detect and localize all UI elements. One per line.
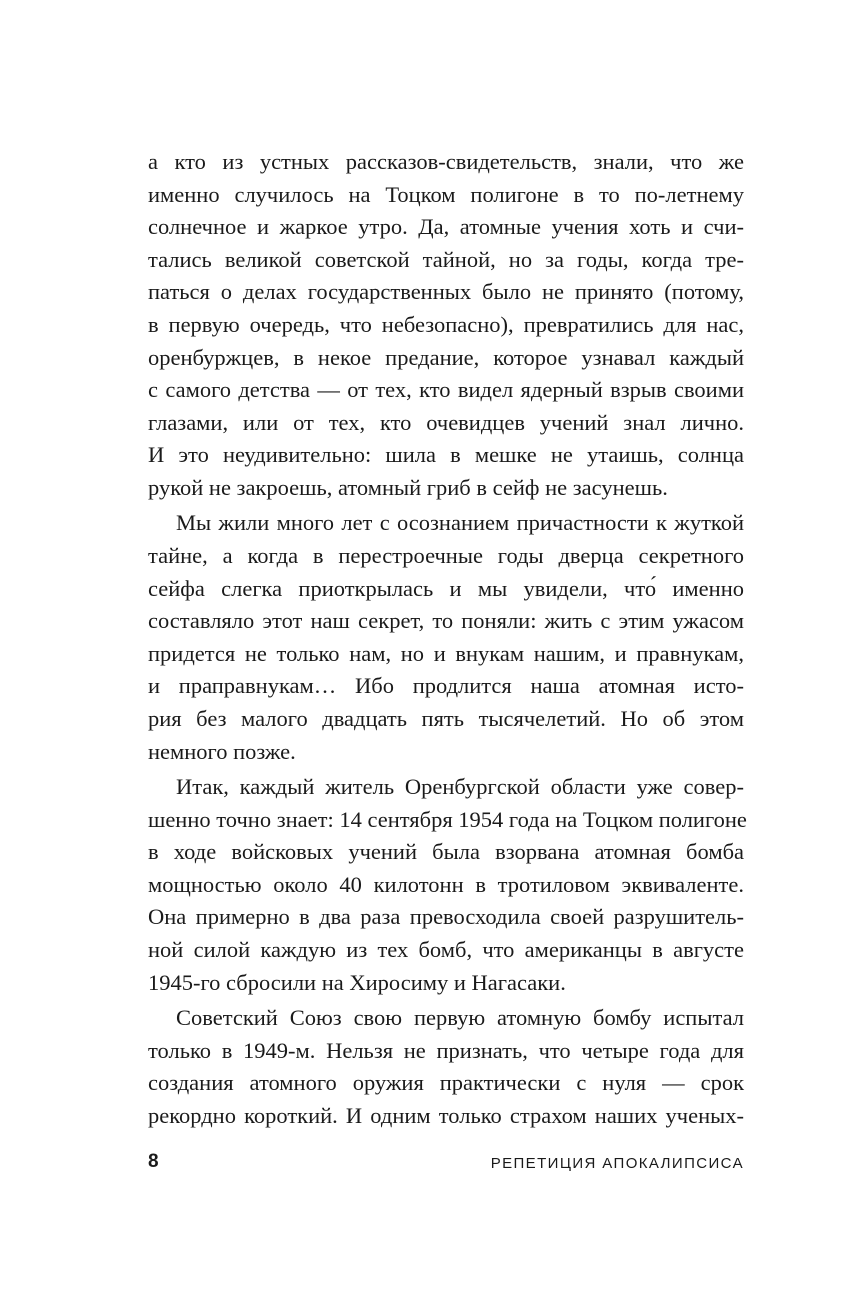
text-line: именно случилось на Тоцком полигоне в то по-летнему <box>148 181 744 207</box>
text-line: рия без малого двадцать пять тысячелетий. Но об этом <box>148 705 744 731</box>
text-line: Советский Союз свою первую атомную бомбу испытал <box>176 1005 744 1031</box>
text-line: тайне, а когда в перестроечные годы дверца секретного <box>148 543 744 569</box>
text-line: с самого детства — от тех, кто видел ядерный взрыв своими <box>148 377 744 403</box>
text-line: Итак, каждый житель Оренбургской области уже совер- <box>176 774 744 800</box>
running-title: РЕПЕТИЦИЯ АПОКАЛИПСИСА <box>490 1155 744 1172</box>
text-line: тались великой советской тайной, но за годы, когда тре- <box>148 246 744 272</box>
text-line: мощностью около 40 килотонн в тротиловом эквиваленте. <box>148 871 744 897</box>
paragraph-3 <box>148 771 747 999</box>
page-number: 8 <box>148 1151 159 1172</box>
text-line: Она примерно в два раза превосходила своей разрушитель- <box>148 904 744 930</box>
text-line: придется не только нам, но и внукам нашим, и правнукам, <box>148 640 744 666</box>
text-line: в ходе войсковых учений была взорвана атомная бомба <box>148 839 744 865</box>
text-line: создания атомного оружия практически с нуля — срок <box>148 1070 744 1096</box>
text-line: только в 1949-м. Нельзя не признать, что четыре года для <box>148 1037 744 1063</box>
paragraph-1 <box>148 146 744 505</box>
text-line: немного позже. <box>148 738 296 764</box>
text-line: Мы жили много лет с осознанием причастности к жуткой <box>176 510 744 536</box>
text-line: 1945-го сбросили на Хиросиму и Нагасаки. <box>148 969 566 995</box>
body-text <box>148 146 747 1132</box>
paragraph-2 <box>148 507 744 768</box>
text-line: ной силой каждую из тех бомб, что американцы в августе <box>148 937 744 963</box>
text-line: а кто из устных рассказов-свидетельств, знали, что же <box>148 149 744 174</box>
text-line: солнечное и жаркое утро. Да, атомные учения хоть и счи- <box>148 214 744 240</box>
text-line: оренбуржцев, в некое предание, которое узнавал каждый <box>148 344 744 370</box>
text-line: и праправнукам… Ибо продлится наша атомная исто- <box>148 673 744 699</box>
text-line: рекордно короткий. И одним только страхом наших ученых- <box>148 1102 744 1128</box>
paragraph-4 <box>148 1002 744 1132</box>
text-line: составляло этот наш секрет, то поняли: жить с этим ужасом <box>148 608 744 634</box>
text-line: глазами, или от тех, кто очевидцев учений знал лично. <box>148 409 744 435</box>
text-line: паться о делах государственных было не принято (потому, <box>148 279 744 305</box>
text-line: рукой не закроешь, атомный гриб в сейф не засунешь. <box>148 474 668 500</box>
text-line: в первую очередь, что небезопасно), превратились для нас, <box>148 311 744 337</box>
text-line: И это неудивительно: шила в мешке не утаишь, солнца <box>148 442 744 468</box>
text-line: сейфа слегка приоткрылась и мы увидели, что́ именно <box>148 575 744 601</box>
text-line: шенно точно знает: 14 сентября 1954 года на Тоцком полигоне <box>148 806 747 832</box>
